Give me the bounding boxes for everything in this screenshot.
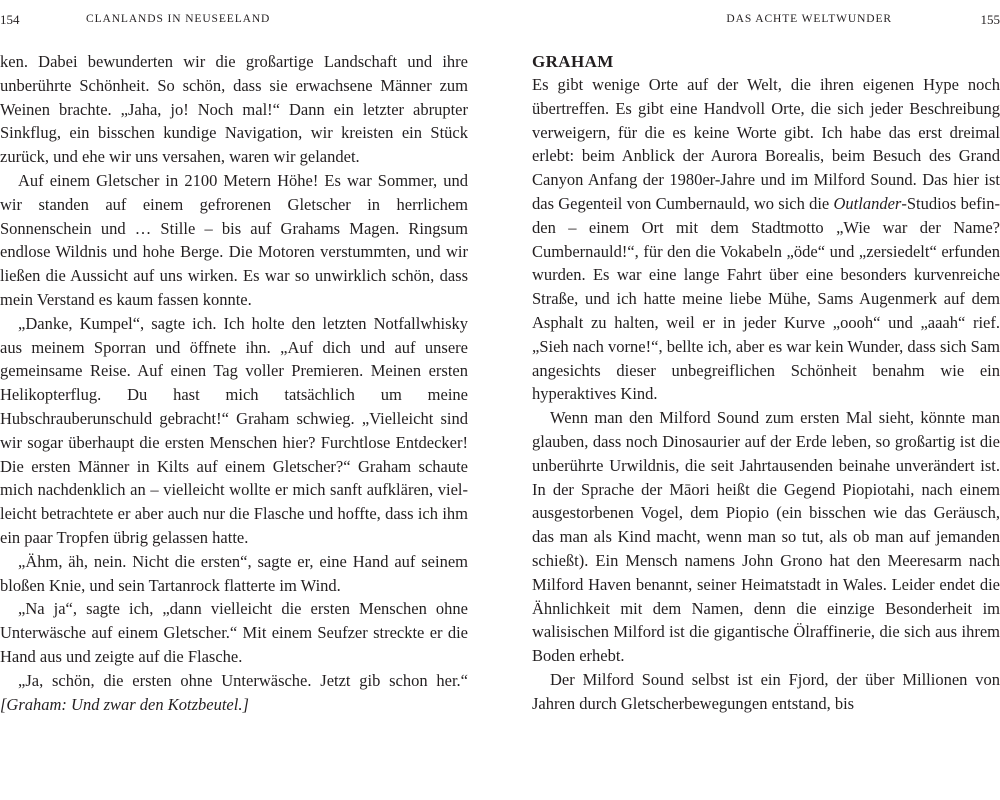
paragraph-text: Es gibt wenige Orte auf der Welt, die ihren eigenen Hype noch übertreffen. Es gibt eine Handvoll Orte, die sich jeder Beschreibung verweigern, für die es keine Worte gibt. Ich habe das erst dreimal erlebt: beim Anblick der Aurora Borealis, beim Besuch des Grand Canyon Anfang der 1980er-Jahre und im Milford Sound. Das hier ist das Gegenteil von Cumbernauld, wo sich die [532, 75, 1000, 213]
paragraph: Auf einem Gletscher in 2100 Metern Höhe! Es war Sommer, und wir standen auf einem gefrorenen Gletscher in herrlichem Sonnenschein und … Stille – bis auf Grahams Magen. Ringsum endlose Wildnis und hohe Berge. Die Motoren verstummten, und wir ließen die Aussicht auf uns wirken. Es war so unwirklich schön, dass mein Verstand es kaum fassen konnte. [0, 170, 468, 309]
paragraph: „Danke, Kumpel“, sagte ich. Ich holte den letzten Notfallwhisky aus meinem Sporran und öffnete ihn. „Auf dich und auf unsere gemeinsame Reise. Auf einen Tag voller Premieren. Meinen ersten Helikopterflug. Du hast mich tatsächlich um meine Hubschrauberunschuld gebracht!“ Graham schwieg. „Vielleicht sind wir sogar überhaupt die ersten Menschen hier? Furchtlose Entdecker! Die ersten Männer in Kilts auf einem Gletscher?“ Graham schaute mich nachdenklich an – vielleicht wollte er mich sanft aufklären, vielleicht betrachtete er aber auch nur die Flasche und hoffte, dass ich ihm ein paar Tropfen übrig gelassen hatte. [0, 313, 468, 547]
running-head: CLANLANDS IN NEUSEELAND [86, 13, 271, 25]
right-page-header [532, 12, 1000, 30]
page-number: 154 [0, 12, 20, 27]
paragraph: „Ähm, äh, nein. Nicht die ersten“, sagte er, eine Hand auf seinem bloßen Knie, und sein Tartanrock flatterte im Wind. [0, 551, 468, 595]
right-page-body [532, 50, 1000, 716]
page-number: 155 [980, 12, 1000, 27]
paragraph: ken. Dabei bewunderten wir die großartige Landschaft und ihre unberührte Schönheit. So schön, dass sie erwachsene Männer zum Weinen brachte. „Jaha, jo! Noch mal!“ Dann ein letzter abrupter Sinkflug, ein bisschen kundige Navigation, wir kreisten ein Stück zurück, und ehe wir uns versahen, waren wir gelandet. [0, 52, 468, 167]
paragraph-text: „Ja, schön, die ersten ohne Unterwäsche. Jetzt gib schon her.“ [18, 670, 468, 690]
right-page [532, 0, 1000, 800]
paragraph [0, 669, 468, 717]
left-page-header [0, 12, 468, 30]
aside-note: [Graham: Und zwar den Kotzbeutel.] [0, 694, 249, 714]
left-page [0, 0, 468, 800]
left-page-body [0, 50, 468, 716]
paragraph: Wenn man den Milford Sound zum ersten Mal sieht, könnte man glauben, dass noch Dinosaurier auf der Erde leben, so großartig ist die unberührte Urwildnis, die seit Jahrtausenden beinahe unverändert ist. In der Sprache der Māori heißt die Gegend Piopiotahi, nach einem ausgestorbenen Vogel, dem Piopio (ein bisschen wie das Geräusch, das man als Kind macht, wenn man so tut, als ob man auf jemanden schießt). Ein Mensch namens John Grono hat den Meeresarm nach Milford Haven benannt, seiner Heimatstadt in Wales. Leider endet die Ähnlichkeit mit dem Namen, denn die einzige Besonderheit im walisischen Milford ist die gigantische Ölraffinerie, die sich aus ihrem Boden erhebt. [532, 408, 1000, 666]
running-head: DAS ACHTE WELTWUNDER [726, 13, 892, 25]
italic-title: Outlander [833, 193, 902, 213]
section-heading: GRAHAM [532, 52, 614, 71]
paragraph-text: -Studios befinden – einem Ort mit dem Stadtmotto „Wie war der Name? Cumbernauld!“, für den die Vokabeln „öde“ und „zersiedelt“ erfunden wurden. Es war eine lange Fahrt über eine besonders kurvenreiche Straße, und ich hatte meine liebe Mühe, Sams Augenmerk auf dem Asphalt zu halten, weil er in jeder Kurve „oooh“ und „aaah“ rief. „Sieh nach vorne!“, bellte ich, aber es war kein Wunder, dass sich Sam angesichts dieser unbegreiflichen Schönheit benahm wie ein hyperaktives Kind. [532, 193, 1000, 404]
paragraph: „Na ja“, sagte ich, „dann vielleicht die ersten Menschen ohne Unterwäsche auf einem Gletscher.“ Mit einem Seufzer streckte er die Hand aus und zeigte auf die Flasche. [0, 599, 468, 666]
paragraph [532, 73, 1000, 406]
paragraph: Der Milford Sound selbst ist ein Fjord, der über Millionen von Jahren durch Gletscherbewegungen entstand, bis [532, 669, 1000, 713]
